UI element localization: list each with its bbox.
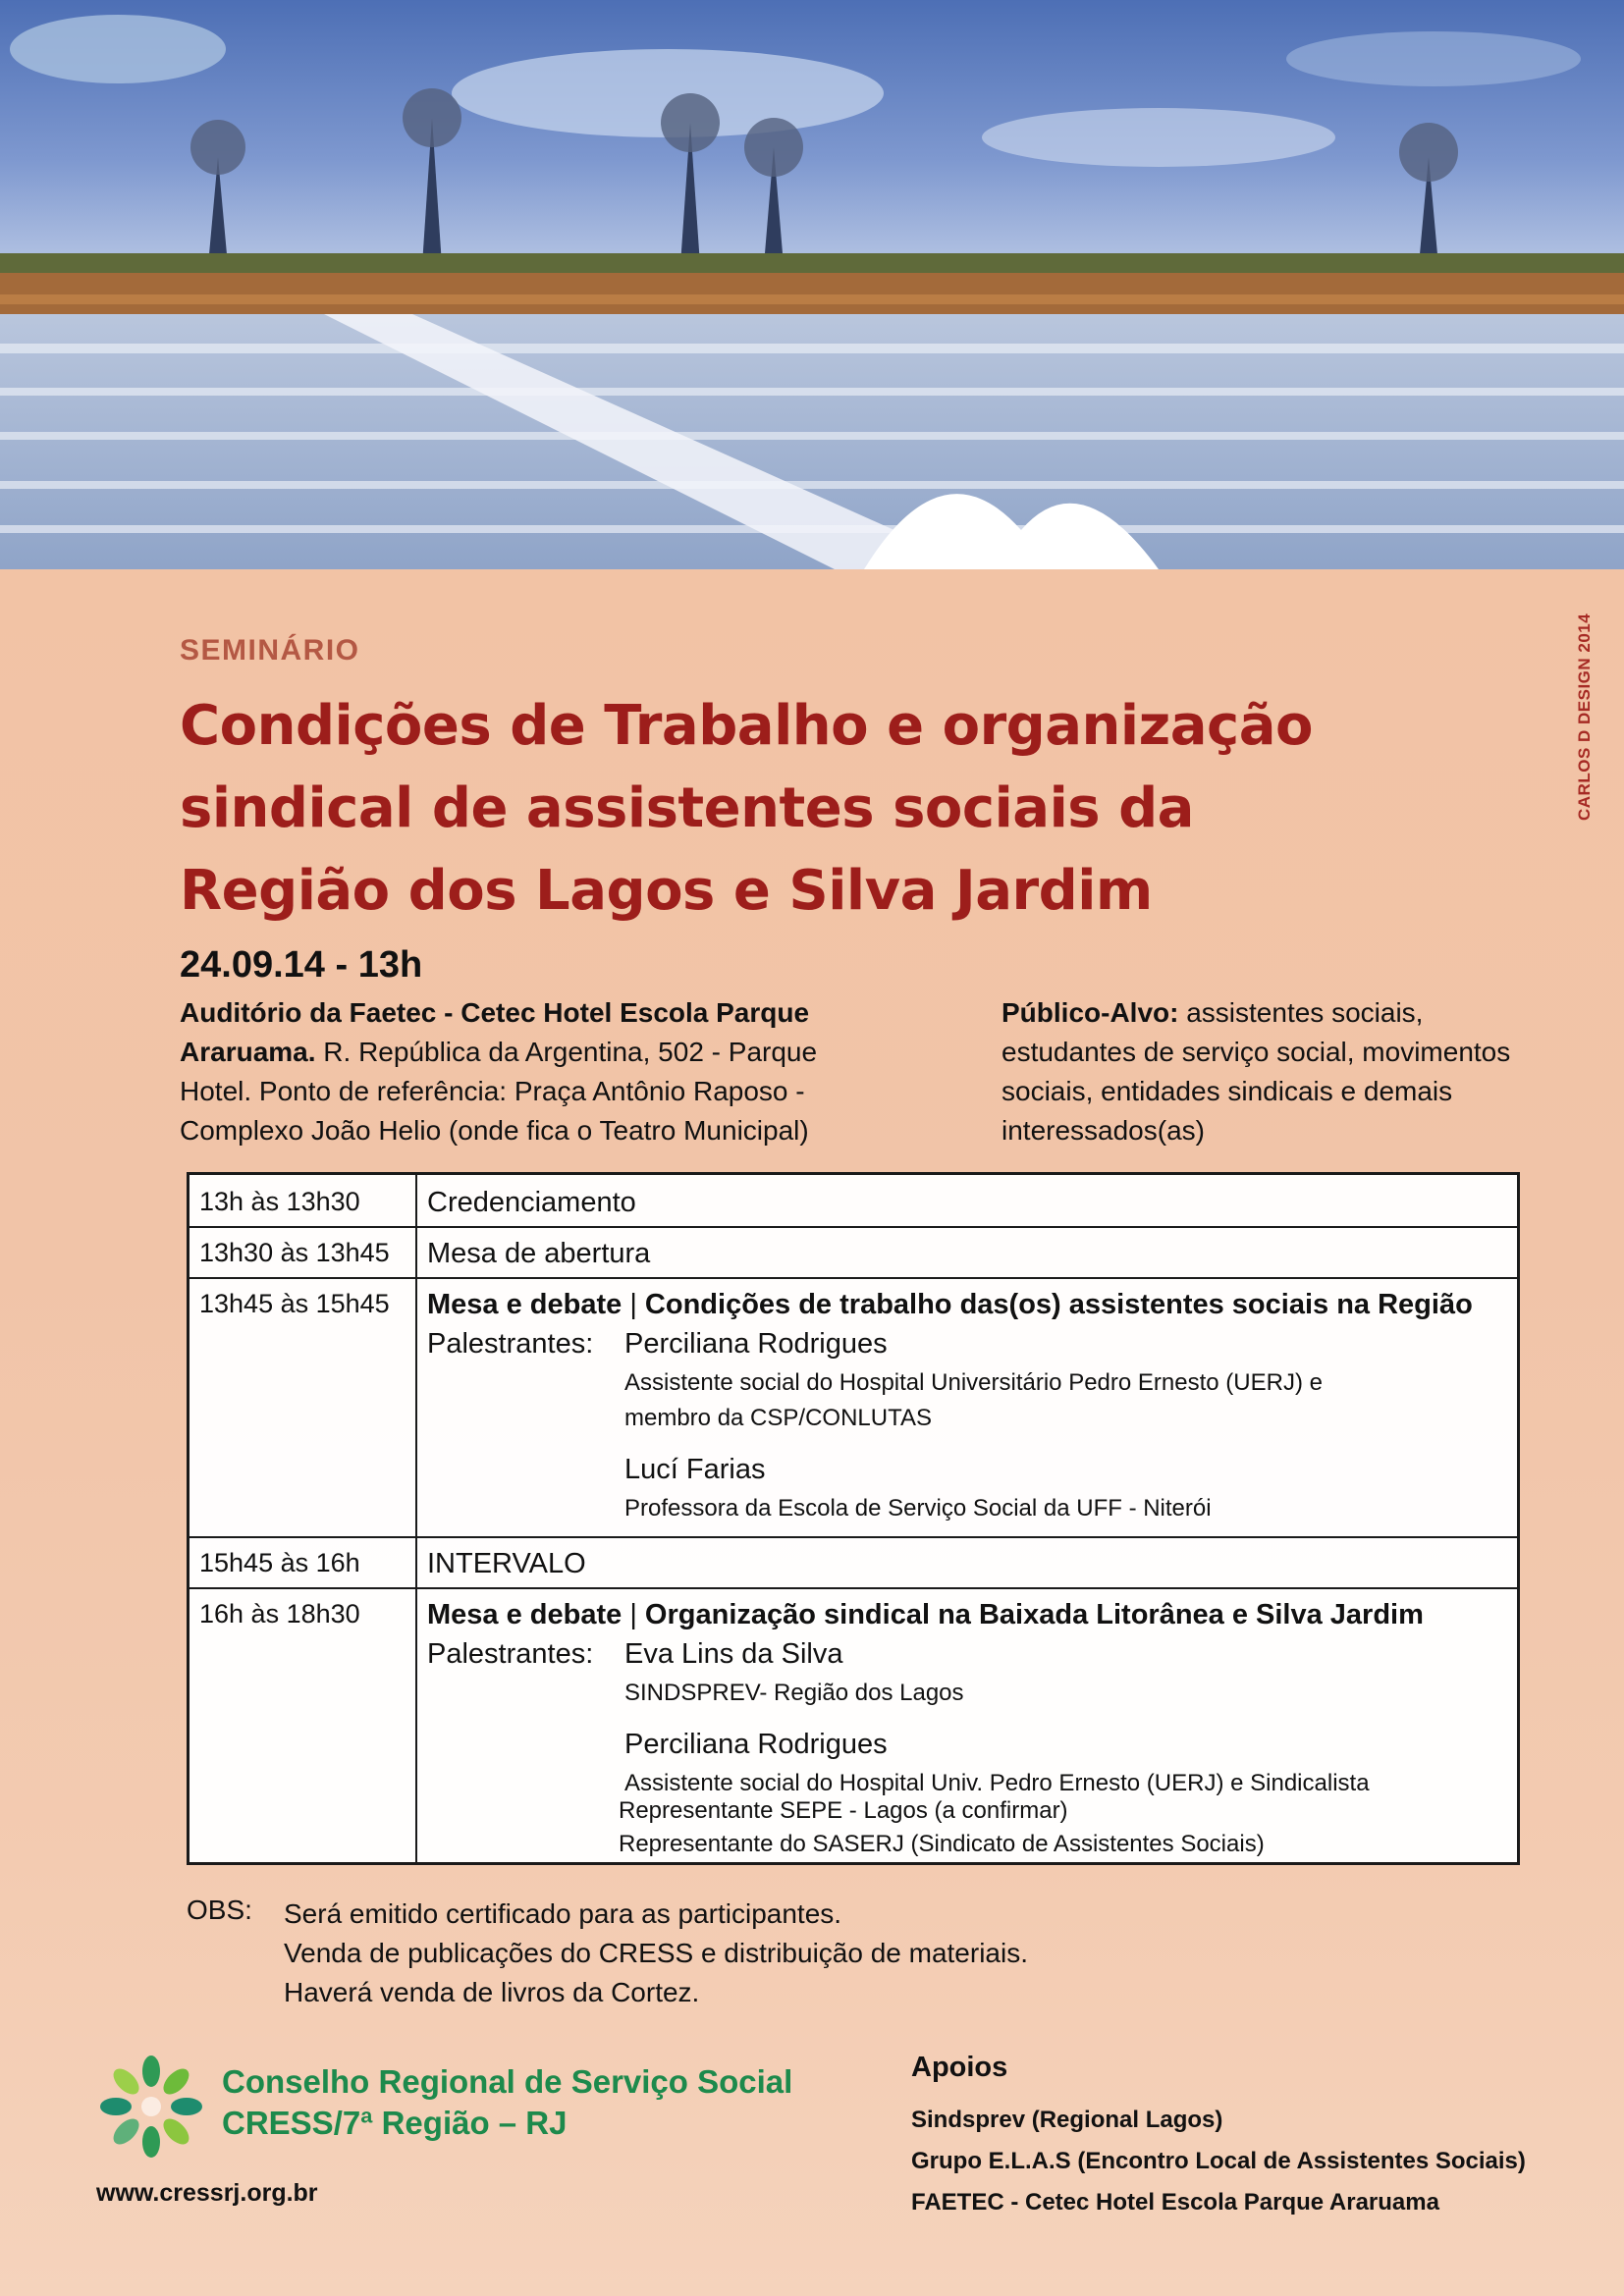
title-line: Região dos Lagos e Silva Jardim xyxy=(180,859,1153,923)
venue-reference: Hotel. Ponto de referência: Praça Antônio Raposo - xyxy=(180,1076,805,1106)
activity-label xyxy=(427,1289,1473,1321)
event-datetime: 24.09.14 - 13h xyxy=(180,944,423,986)
audience-label: Público-Alvo: xyxy=(1001,997,1179,1028)
activity-separator: | xyxy=(622,1599,645,1630)
activity-label: Credenciamento xyxy=(427,1187,636,1218)
speaker-name: Perciliana Rodrigues xyxy=(624,1328,888,1360)
affiliation-line: Assistente social do Hospital Univ. Pedro Ernesto (UERJ) e Sindicalista xyxy=(624,1770,1370,1796)
supporter-item: Grupo E.L.A.S (Encontro Local de Assistentes Sociais) xyxy=(911,2148,1526,2174)
time-label: 15h45 às 16h xyxy=(199,1548,360,1577)
speakers-label: Palestrantes: xyxy=(427,1638,594,1670)
affiliation-line: Professora da Escola de Serviço Social da UFF - Niterói xyxy=(624,1495,1212,1522)
activity-separator: | xyxy=(622,1289,645,1320)
designer-credit: CARLOS D DESIGN 2014 xyxy=(1575,613,1594,821)
obs-label: OBS: xyxy=(187,1895,252,1925)
affiliation-line: SINDSPREV- Região dos Lagos xyxy=(624,1680,964,1706)
speaker-name: Perciliana Rodrigues xyxy=(624,1729,888,1760)
support-heading: Apoios xyxy=(911,2052,1008,2083)
organization-region: CRESS/7ª Região – RJ xyxy=(222,2105,568,2141)
time-cell xyxy=(189,1277,417,1536)
title-line: Condições de Trabalho e organização xyxy=(180,694,1313,758)
audience-text: assistentes sociais, xyxy=(1178,997,1424,1028)
obs-list xyxy=(284,1895,1028,2012)
activity-label xyxy=(427,1599,1424,1631)
table-row xyxy=(189,1277,1517,1538)
activity-label: Mesa de abertura xyxy=(427,1238,651,1269)
speaker-affiliation xyxy=(624,1491,1489,1526)
time-cell xyxy=(189,1536,417,1587)
activity-type: Mesa e debate xyxy=(427,1289,623,1320)
audience-text: sociais, entidades sindicais e demais xyxy=(1001,1076,1453,1106)
schedule-table xyxy=(187,1172,1520,1865)
affiliation-line: Assistente social do Hospital Universitário Pedro Ernesto (UERJ) e xyxy=(624,1369,1323,1396)
time-label: 13h30 às 13h45 xyxy=(199,1238,390,1267)
organization-name: Conselho Regional de Serviço Social xyxy=(222,2063,793,2100)
table-row xyxy=(189,1175,1517,1228)
audience-block xyxy=(1001,993,1571,1150)
activity-topic: Organização sindical na Baixada Litorânea e Silva Jardim xyxy=(644,1599,1424,1630)
speaker-affiliation xyxy=(624,1766,1489,1801)
time-cell xyxy=(189,1226,417,1277)
venue-landmark: Complexo João Helio (onde fica o Teatro Municipal) xyxy=(180,1115,809,1146)
audience-text: interessados(as) xyxy=(1001,1115,1205,1146)
venue-city: Araruama. xyxy=(180,1037,316,1067)
venue-block xyxy=(180,993,926,1150)
supporter-item: FAETEC - Cetec Hotel Escola Parque Araruama xyxy=(911,2189,1439,2216)
obs-item: Será emitido certificado para as participantes. xyxy=(284,1898,842,1929)
header-photo-salt-flats xyxy=(0,0,1624,569)
time-label: 13h45 às 15h45 xyxy=(199,1289,390,1318)
table-row xyxy=(189,1587,1517,1862)
venue-address: R. República da Argentina, 502 - Parque xyxy=(315,1037,818,1067)
table-row xyxy=(189,1536,1517,1589)
table-row xyxy=(189,1226,1517,1279)
speaker-affiliation xyxy=(624,1365,1489,1436)
representative-note: Representante do SASERJ (Sindicato de Assistentes Sociais) xyxy=(619,1831,1265,1857)
page-title xyxy=(180,685,1456,933)
venue-name: Auditório da Faetec - Cetec Hotel Escola Parque xyxy=(180,997,810,1028)
representative-note: Representante SEPE - Lagos (a confirmar) xyxy=(619,1797,1068,1824)
event-type: SEMINÁRIO xyxy=(180,634,360,667)
speaker-name: Eva Lins da Silva xyxy=(624,1638,843,1670)
website-link[interactable]: www.cressrj.org.br xyxy=(96,2179,318,2207)
activity-label: INTERVALO xyxy=(427,1548,586,1579)
time-label: 13h às 13h30 xyxy=(199,1187,360,1216)
time-cell xyxy=(189,1175,417,1226)
speaker-affiliation xyxy=(624,1676,1489,1711)
activity-topic: Condições de trabalho das(os) assistentes sociais na Região xyxy=(644,1289,1473,1320)
cress-hands-logo-icon xyxy=(96,2052,206,2162)
affiliation-line: membro da CSP/CONLUTAS xyxy=(624,1405,932,1431)
audience-text: estudantes de serviço social, movimentos xyxy=(1001,1037,1511,1067)
speakers-label: Palestrantes: xyxy=(427,1328,594,1360)
time-cell xyxy=(189,1587,417,1862)
time-label: 16h às 18h30 xyxy=(199,1599,360,1629)
supporter-item: Sindsprev (Regional Lagos) xyxy=(911,2107,1223,2133)
obs-item: Venda de publicações do CRESS e distribuição de materiais. xyxy=(284,1938,1028,1968)
title-line: sindical de assistentes sociais da xyxy=(180,776,1194,840)
speaker-name: Lucí Farias xyxy=(624,1454,766,1485)
obs-item: Haverá venda de livros da Cortez. xyxy=(284,1977,700,2007)
activity-type: Mesa e debate xyxy=(427,1599,623,1630)
